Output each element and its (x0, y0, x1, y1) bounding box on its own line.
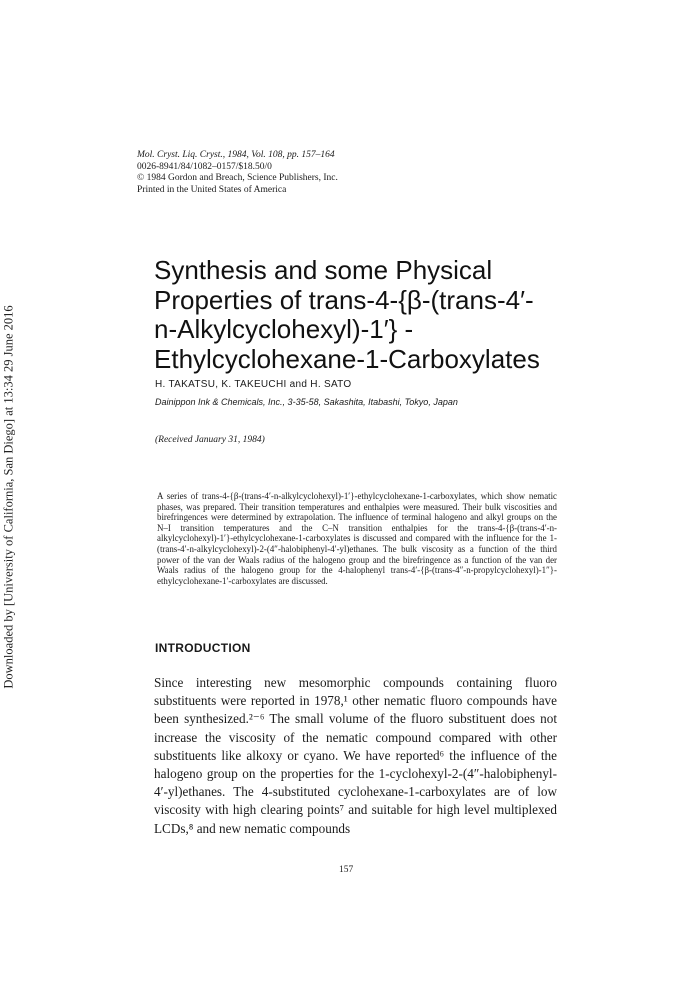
received-date: (Received January 31, 1984) (155, 435, 265, 445)
page-number: 157 (339, 865, 354, 875)
copyright-line: © 1984 Gordon and Breach, Science Publishers, Inc. (137, 173, 338, 183)
paper-title (154, 256, 594, 374)
abstract: A series of trans-4-{β-(trans-4′-n-alkylcyclohexyl)-1′}-ethylcyclohexane-1-carboxylates, which show nematic phases, was prepared. Their transition temperatures and enthalpies were measured. Their bulk viscosities and birefringences were determined by extrapolation. The influence of terminal halogeno and alkyl groups on the N–I transition temperatures and the C–N transition enthalpies for the trans-4-{β-(trans-4′-n-alkylcyclohexyl)-1′}-ethylcyclohexane-1-carboxylates is discussed and compared with the influence for the 1-(trans-4′-n-alkylcyclohexyl)-2-(4″-halobiphenyl-4′-yl)ethanes. The bulk viscosity as a function of the third power of the van der Waals radius of the halogeno group and the birefringence as a function of the van der Waals radius of the halogeno group for the 4-halophenyl trans-4′-{β-(trans-4″-n-propylcyclohexyl)-1″}-ethylcyclohexane-1′-carboxylates are discussed. (157, 491, 557, 586)
journal-header (137, 150, 338, 196)
authors: H. TAKATSU, K. TAKEUCHI and H. SATO (155, 379, 352, 390)
affiliation: Dainippon Ink & Chemicals, Inc., 3-35-58, Sakashita, Itabashi, Tokyo, Japan (155, 397, 458, 407)
title-line-3: n-Alkylcyclohexyl)-1′} - (154, 314, 414, 344)
intro-paragraph: Since interesting new mesomorphic compounds containing fluoro substituents were reported in 1978,¹ other nematic fluoro compounds have been synthesized.²⁻⁶ The small volume of the fluoro substituent does not increase the viscosity of the nematic compound compared with other substituents like alkoxy or cyano. We have reported⁶ the influence of the halogeno group on the properties for the 1-cyclohexyl-2-(4″-halobiphenyl-4′-yl)ethanes. The 4-substituted cyclohexane-1-carboxylates are of low viscosity with high clearing points⁷ and suitable for high level multiplexed LCDs,⁸ and new nematic compounds (154, 675, 557, 836)
printed-line: Printed in the United States of America (137, 184, 287, 195)
doi-line: 0026-8941/84/1082–0157/$18.50/0 (137, 161, 272, 172)
title-line-1: Synthesis and some Physical (154, 255, 493, 285)
title-line-4: Ethylcyclohexane-1-Carboxylates (154, 343, 540, 374)
download-note: Downloaded by [University of California, San Diego] at 13:34 29 June 2016 (1, 305, 16, 689)
download-watermark (0, 0, 20, 1008)
citation-line: Mol. Cryst. Liq. Cryst., 1984, Vol. 108, pp. 157–164 (137, 150, 335, 160)
section-heading: INTRODUCTION (155, 641, 251, 655)
title-line-2: Properties of trans-4-{β-(trans-4′- (154, 284, 534, 315)
